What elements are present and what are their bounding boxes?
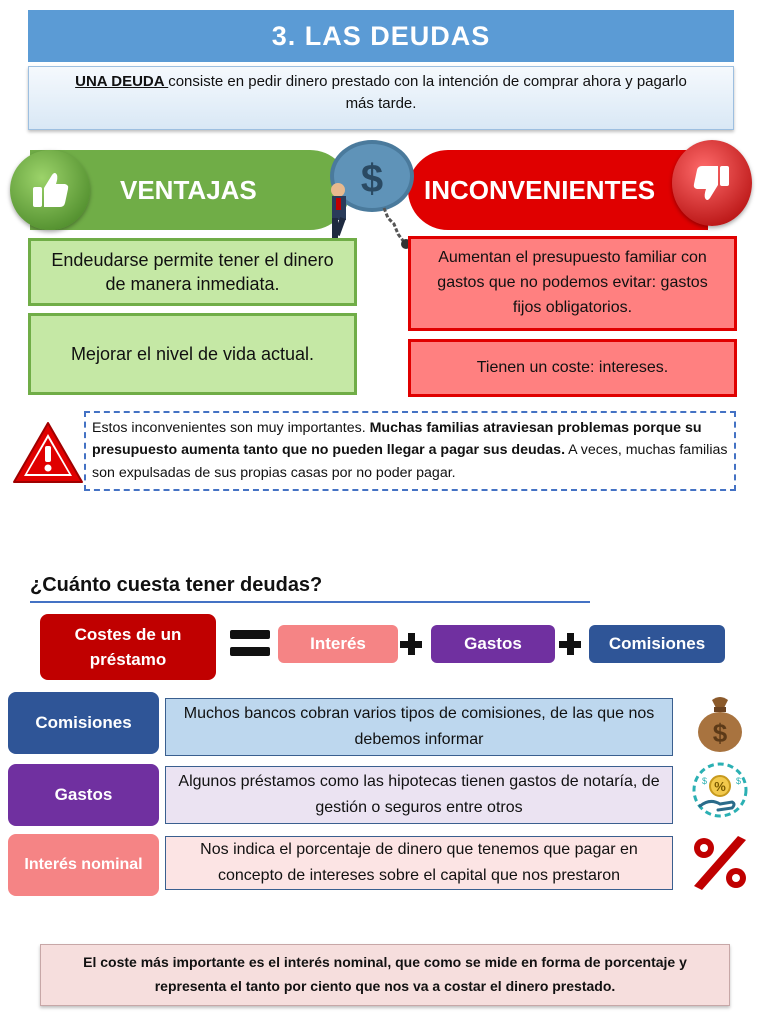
svg-text:$: $: [736, 776, 742, 786]
gastos-description: Algunos préstamos como las hipotecas tienen gastos de notaría, de gestión o seguros entre otros: [165, 766, 673, 824]
definition-term: UNA DEUDA: [75, 73, 169, 90]
ventajas-heading: VENTAJAS: [120, 174, 257, 205]
debt-burden-icon: [318, 138, 422, 250]
warning-icon: [12, 420, 84, 486]
definition-box: [28, 66, 734, 130]
svg-text:$: $: [360, 157, 384, 201]
ventaja-item: Mejorar el nivel de vida actual.: [28, 313, 357, 395]
cost-section-heading: ¿Cuánto cuesta tener deudas?: [30, 574, 590, 603]
svg-text:$: $: [712, 718, 728, 748]
footer-note: El coste más importante es el interés nominal, que como se mide en forma de porcentaje y representa el tanto por ciento que nos va a costar el dinero prestado.: [40, 944, 730, 1006]
comisiones-description: Muchos bancos cobran varios tipos de comisiones, de las que nos debemos informar: [165, 698, 673, 756]
money-bag-icon: [688, 690, 752, 754]
ventaja-item: Endeudarse permite tener el dinero de manera inmediata.: [28, 238, 357, 306]
percent-icon: [688, 830, 752, 894]
plus-icon: [559, 633, 581, 655]
comisiones-label: Comisiones: [8, 692, 159, 754]
prestamo-cost-label: Costes de un préstamo: [40, 614, 216, 680]
inconvenientes-banner: [408, 150, 708, 230]
formula-gastos: Gastos: [431, 625, 555, 663]
warning-outro: A veces, muchas familias son expulsadas de sus propias casas por no poder pagar.: [92, 442, 728, 481]
svg-text:%: %: [714, 779, 726, 794]
page-title: 3. LAS DEUDAS: [28, 10, 734, 62]
thumbs-up-icon: [10, 150, 90, 230]
warning-box: [84, 411, 736, 491]
warning-bold: Muchas familias atraviesan problemas porque su presupuesto aumenta tanto que no pueden llegar a pagar sus deudas.: [92, 420, 702, 459]
svg-text:$: $: [702, 776, 708, 786]
hand-money-icon: [688, 762, 752, 826]
inconveniente-item: Aumentan el presupuesto familiar con gastos que no podemos evitar: gastos fijos obligatorios.: [408, 236, 737, 331]
gastos-label: Gastos: [8, 764, 159, 826]
interes-nominal-description: Nos indica el porcentaje de dinero que tenemos que pagar en concepto de intereses sobre el capital que nos prestaron: [165, 836, 673, 890]
plus-icon: [400, 633, 422, 655]
formula-comisiones: Comisiones: [589, 625, 725, 663]
equals-icon: [230, 630, 270, 658]
formula-interes: Interés: [278, 625, 398, 663]
interes-nominal-label: Interés nominal: [8, 834, 159, 896]
warning-intro: Estos inconvenientes son muy importantes.: [92, 420, 370, 436]
inconveniente-item: Tienen un coste: intereses.: [408, 339, 737, 397]
definition-text: consiste en pedir dinero prestado con la intención de comprar ahora y pagarlo más tarde.: [168, 73, 687, 112]
thumbs-down-icon: [672, 140, 752, 226]
inconvenientes-heading: INCONVENIENTES: [424, 174, 656, 205]
